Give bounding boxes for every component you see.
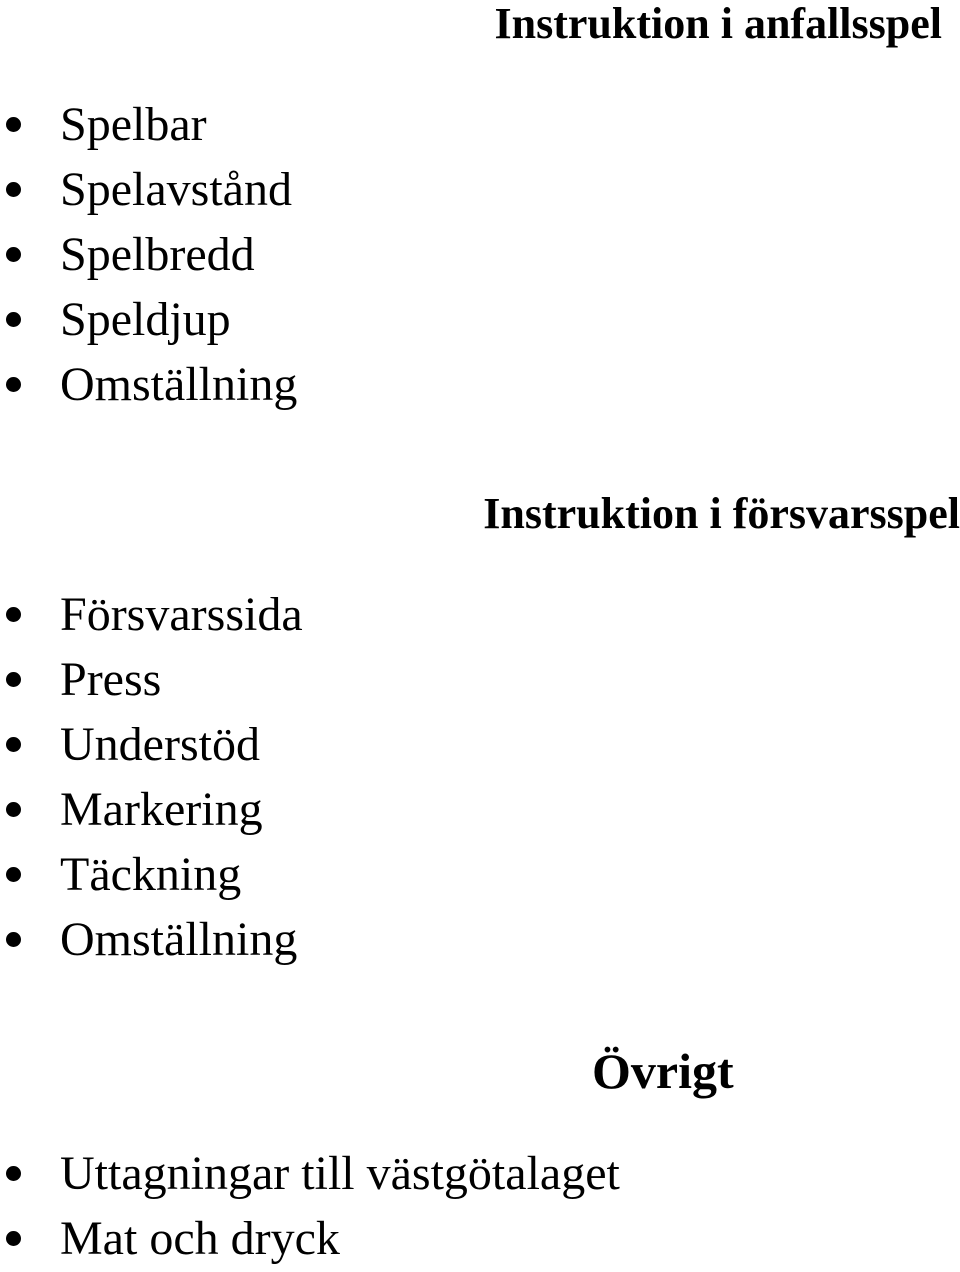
list-item-text: Understöd: [60, 718, 260, 771]
bullet-icon: [6, 867, 21, 882]
bullet-icon: [6, 802, 21, 817]
list-item-text: Uttagningar till västgötalaget: [60, 1147, 620, 1200]
bullet-icon: [6, 672, 21, 687]
list-item-text: Press: [60, 653, 162, 706]
bullet-icon: [6, 377, 21, 392]
other-section-title: Övrigt: [592, 1043, 734, 1099]
list-item-text: Spelbar: [60, 98, 207, 151]
bullet-icon: [6, 117, 21, 132]
bullet-icon: [6, 737, 21, 752]
list-item-text: Försvarssida: [60, 588, 303, 641]
bullet-icon: [6, 1166, 21, 1181]
list-item-text: Spelavstånd: [60, 163, 292, 216]
bullet-icon: [6, 312, 21, 327]
bullet-icon: [6, 607, 21, 622]
list-item-text: Markering: [60, 783, 263, 836]
bullet-icon: [6, 932, 21, 947]
list-item-text: Omställning: [60, 358, 298, 411]
list-item-text: Mat och dryck: [60, 1212, 340, 1265]
list-item-text: Täckning: [60, 848, 242, 901]
bullet-icon: [6, 1231, 21, 1246]
bullet-icon: [6, 182, 21, 197]
list-item-text: Omställning: [60, 913, 298, 966]
defense-section-title: Instruktion i försvarsspel: [483, 489, 960, 538]
list-item-text: Spelbredd: [60, 228, 255, 281]
bullet-icon: [6, 247, 21, 262]
list-item-text: Speldjup: [60, 293, 231, 346]
attack-section-title: Instruktion i anfallsspel: [494, 0, 942, 48]
